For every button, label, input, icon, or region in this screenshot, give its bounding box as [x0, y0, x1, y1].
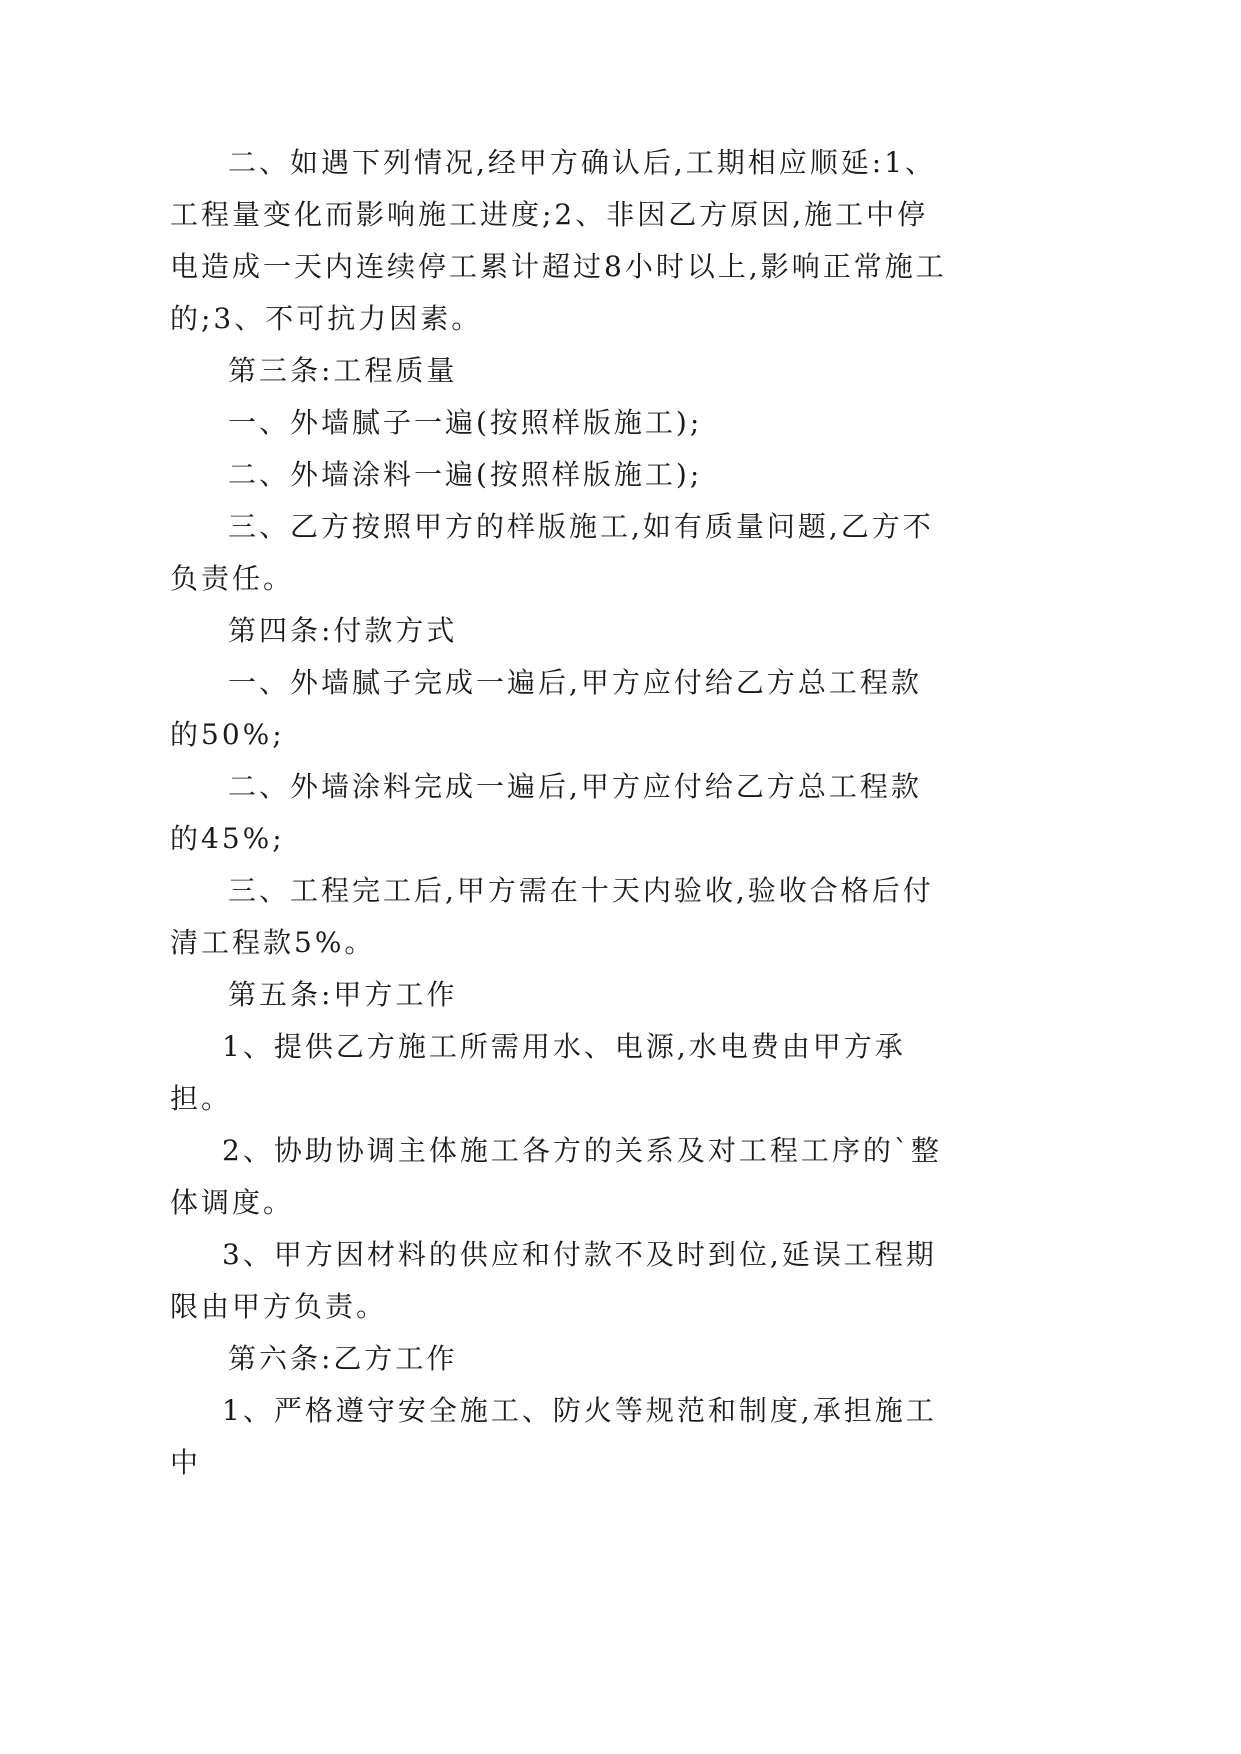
paragraph-payment-2: 二、外墙涂料完成一遍后,甲方应付给乙方总工程款的45%;	[170, 770, 922, 855]
paragraph-putty: 一、外墙腻子一遍(按照样版施工);	[228, 406, 703, 439]
section-heading-payment: 第四条:付款方式	[228, 614, 458, 647]
paragraph-party-a-1: 1、提供乙方施工所需用水、电源,水电费由甲方承担。	[170, 1030, 906, 1115]
paragraph-paint: 二、外墙涂料一遍(按照样版施工);	[228, 458, 703, 491]
section-heading-party-a: 第五条:甲方工作	[228, 978, 458, 1011]
paragraph-party-a-2: 2、协助协调主体施工各方的关系及对工程工序的`整体调度。	[170, 1134, 942, 1219]
paragraph-quality-responsibility: 三、乙方按照甲方的样版施工,如有质量问题,乙方不负责任。	[170, 510, 934, 595]
paragraph-payment-3: 三、工程完工后,甲方需在十天内验收,验收合格后付清工程款5%。	[170, 874, 934, 959]
section-heading-quality: 第三条:工程质量	[228, 354, 458, 387]
document-body	[170, 137, 950, 1489]
paragraph-delay-conditions: 二、如遇下列情况,经甲方确认后,工期相应顺延:1、工程量变化而影响施工进度;2、非因乙方原因,施工中停电造成一天内连续停工累计超过8小时以上,影响正常施工的;3、不可抗力因素。	[170, 146, 947, 335]
paragraph-party-a-3: 3、甲方因材料的供应和付款不及时到位,延误工程期限由甲方负责。	[170, 1238, 937, 1323]
paragraph-payment-1: 一、外墙腻子完成一遍后,甲方应付给乙方总工程款的50%;	[170, 666, 922, 751]
section-heading-party-b: 第六条:乙方工作	[228, 1342, 458, 1375]
paragraph-party-b-1: 1、严格遵守安全施工、防火等规范和制度,承担施工中	[170, 1394, 937, 1479]
